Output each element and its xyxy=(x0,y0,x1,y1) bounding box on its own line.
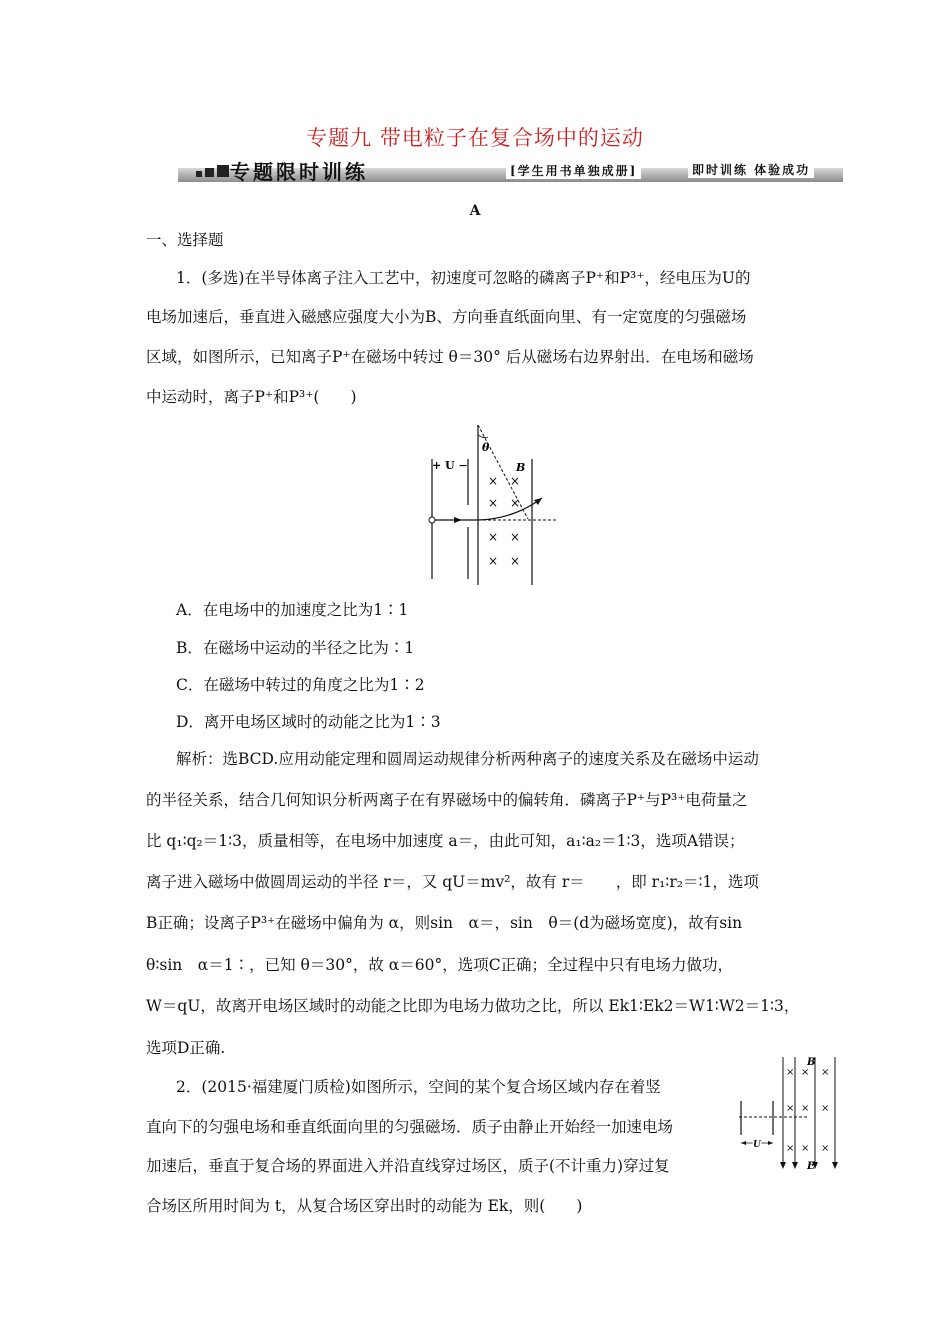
section-label: A xyxy=(469,203,481,219)
q2-line: 合场区所用时间为 t，从复合场区穿出时的动能为 Ek，则( ) xyxy=(146,1197,583,1215)
figure-label-plus-u: + U − xyxy=(432,459,468,472)
q1-analysis-line: 选项D正确. xyxy=(146,1039,226,1057)
figure-label-u: U xyxy=(753,1140,761,1150)
banner-note: [学生用书单独成册] xyxy=(506,162,641,179)
figure-label-b: B xyxy=(516,461,526,474)
svg-text:×: × xyxy=(510,530,521,544)
q1-line: 中运动时，离子P⁺和P³⁺( ) xyxy=(146,388,357,406)
q1-line: 1．(多选)在半导体离子注入工艺中，初速度可忽略的磷离子P⁺和P³⁺，经电压为U的 xyxy=(176,269,751,287)
section-banner xyxy=(178,158,843,184)
q2-line: 加速后，垂直于复合场的界面进入并沿直线穿过场区，质子(不计重力)穿过复 xyxy=(146,1157,670,1175)
q1-option-a: A．在电场中的加速度之比为1∶1 xyxy=(176,601,409,619)
figure-label-b: B xyxy=(807,1057,816,1068)
q1-analysis-line: 比 q₁∶q₂＝1∶3，质量相等，在电场中加速度 a＝，由此可知，a₁∶a₂＝1∶3，选项A错误； xyxy=(146,832,745,850)
svg-text:×: × xyxy=(786,1103,795,1114)
svg-text:×: × xyxy=(510,554,521,568)
svg-text:×: × xyxy=(801,1103,810,1114)
part-heading: 一、选择题 xyxy=(146,231,224,249)
q1-analysis-line: W＝qU，故离开电场区域时的动能之比即为电场力做功之比，所以 Ek1∶Ek2＝W1∶W2＝1∶3， xyxy=(146,997,800,1015)
svg-text:×: × xyxy=(821,1143,830,1154)
q2-line: 2．(2015·福建厦门质检)如图所示，空间的某个复合场区域内存在着竖 xyxy=(176,1078,661,1096)
q1-analysis-line: θ∶sin α＝1∶，已知 θ＝30°，故 α＝60°，选项C正确；全过程中只有电场力做功， xyxy=(146,956,734,974)
q1-line: 电场加速后，垂直进入磁感应强度大小为B、方向垂直纸面向里、有一定宽度的匀强磁场 xyxy=(146,308,747,326)
q2-line: 直向下的匀强电场和垂直纸面向里的匀强磁场．质子由静止开始经一加速电场 xyxy=(146,1118,674,1136)
svg-text:×: × xyxy=(510,474,521,488)
svg-text:×: × xyxy=(821,1103,830,1114)
svg-text:×: × xyxy=(801,1143,810,1154)
svg-text:×: × xyxy=(488,474,499,488)
svg-text:×: × xyxy=(488,530,499,544)
banner-title: 专题限时训练 xyxy=(230,160,368,184)
figure-label-e: E xyxy=(807,1161,815,1171)
q1-option-b: B．在磁场中运动的半径之比为∶1 xyxy=(176,639,415,657)
q1-figure xyxy=(424,423,562,585)
q1-option-d: D．离开电场区域时的动能之比为1∶3 xyxy=(176,713,441,731)
svg-text:×: × xyxy=(510,496,521,510)
svg-text:×: × xyxy=(786,1067,795,1078)
banner-slogan: 即时训练 体验成功 xyxy=(688,161,814,178)
svg-text:×: × xyxy=(488,554,499,568)
q1-line: 区域，如图所示，已知离子P⁺在磁场中转过 θ＝30° 后从磁场右边界射出．在电场和磁场 xyxy=(146,348,754,366)
svg-text:×: × xyxy=(786,1143,795,1154)
svg-text:×: × xyxy=(821,1067,830,1078)
document-title: 专题九 带电粒子在复合场中的运动 xyxy=(306,126,644,150)
svg-text:×: × xyxy=(488,496,499,510)
q2-figure xyxy=(735,1055,841,1171)
banner-squares-icon xyxy=(196,162,232,181)
q1-option-c: C．在磁场中转过的角度之比为1∶2 xyxy=(176,676,425,694)
svg-text:×: × xyxy=(801,1067,810,1078)
q1-analysis-line: 的半径关系，结合几何知识分析两离子在有界磁场中的偏转角．磷离子P⁺与P³⁺电荷量之 xyxy=(146,791,748,809)
q1-analysis-line: B正确；设离子P³⁺在磁场中偏角为 α，则sin α＝，sin θ＝(d为磁场宽度)，故有sin xyxy=(146,914,743,932)
figure-label-theta: θ xyxy=(482,441,490,454)
q1-analysis-line: 解析：选BCD.应用动能定理和圆周运动规律分析两种离子的速度关系及在磁场中运动 xyxy=(176,750,759,768)
q1-analysis-line: 离子进入磁场中做圆周运动的半径 r＝，又 qU＝mv²，故有 r＝ ，即 r₁∶r₂＝∶1，选项 xyxy=(146,873,759,891)
